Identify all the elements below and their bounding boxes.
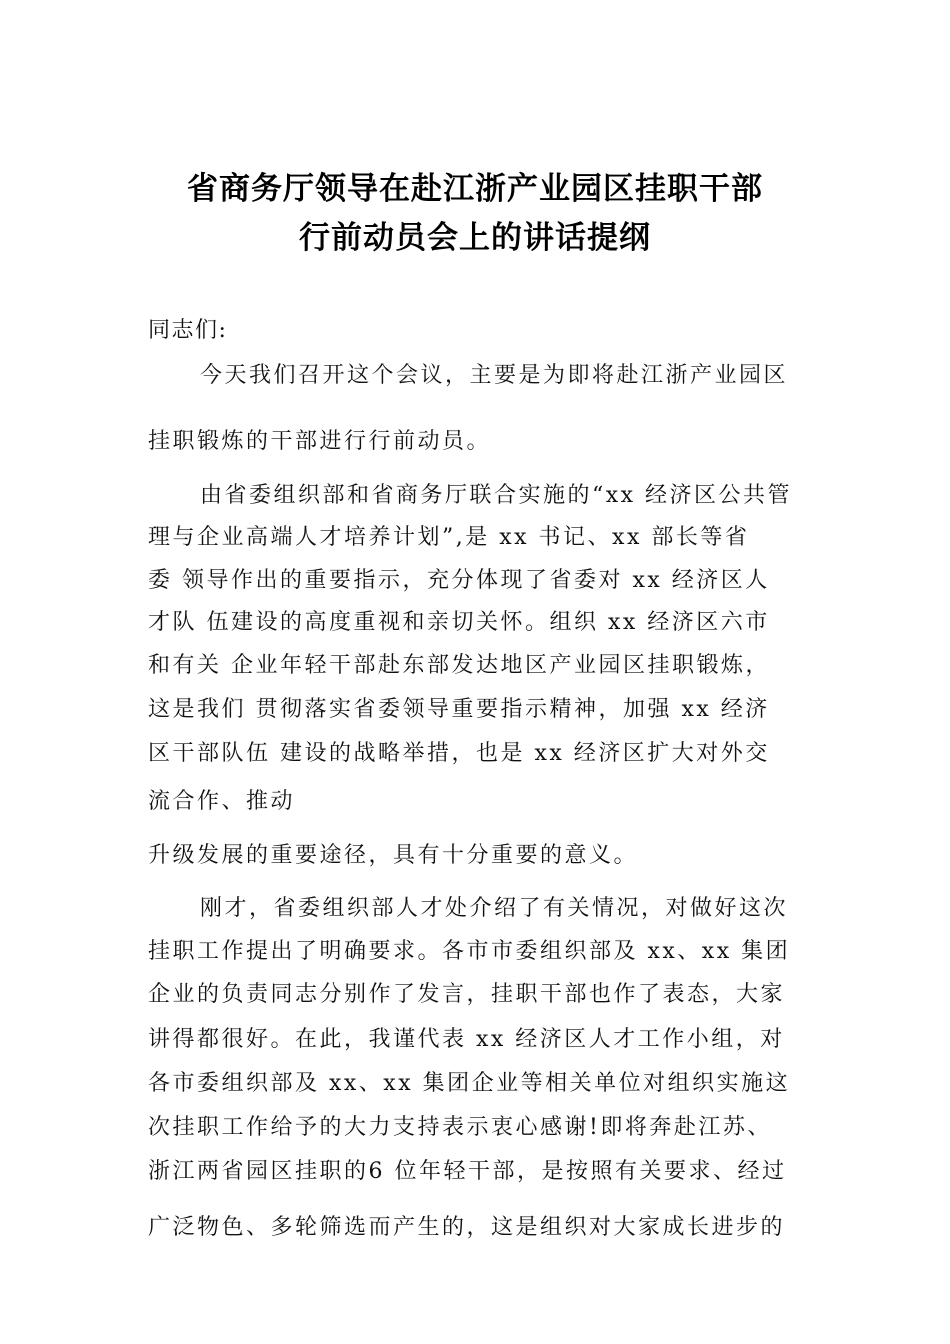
paragraph-line: 挂职锻炼的干部进行行前动员。 <box>148 429 492 454</box>
paragraph-line: 才队 伍建设的高度重视和亲切关怀。组织 xx 经济区六市 <box>148 610 770 635</box>
paragraph-line: 升级发展的重要途径，具有十分重要的意义。 <box>148 843 639 868</box>
paragraph-line: 流合作、推动 <box>148 789 296 814</box>
document-title-line-1: 省商务厅领导在赴江浙产业园区挂职干部 <box>187 171 763 207</box>
paragraph-line: 浙江两省园区挂职的6 位年轻干部，是按照有关要求、经过 <box>148 1159 787 1184</box>
paragraph-line: 广泛物色、多轮筛选而产生的，这是组织对大家成长进步的 <box>148 1215 786 1240</box>
paragraph-line: 这是我们 贯彻落实省委领导重要指示精神，加强 xx 经济 <box>148 697 770 722</box>
paragraph-line: 各市委组织部及 xx、xx 集团企业等相关单位对组织实施这 <box>148 1071 791 1096</box>
document-title-line-2: 行前动员会上的讲话提纲 <box>299 220 651 256</box>
paragraph-line: 讲得都很好。在此，我谨代表 xx 经济区人才工作小组，对 <box>148 1027 785 1052</box>
paragraph-line: 企业的负责同志分别作了发言，挂职干部也作了表态，大家 <box>148 982 786 1007</box>
paragraph-line: 刚才，省委组织部人才处介绍了有关情况，对做好这次 <box>200 896 789 921</box>
paragraph-line: 区干部队伍 建设的战略举措，也是 xx 经济区扩大对外交 <box>148 741 770 766</box>
paragraph-line: 今天我们召开这个会议，主要是为即将赴江浙产业园区 <box>200 363 789 388</box>
salutation: 同志们: <box>148 318 228 343</box>
paragraph-line: 委 领导作出的重要指示，充分体现了省委对 xx 经济区人 <box>148 568 770 593</box>
paragraph-line: 挂职工作提出了明确要求。各市市委组织部及 xx、xx 集团 <box>148 939 791 964</box>
paragraph-line: 和有关 企业年轻干部赴东部发达地区产业园区挂职锻炼， <box>148 653 770 678</box>
paragraph-line: 由省委组织部和省商务厅联合实施的“xx 经济区公共管 <box>200 483 793 508</box>
paragraph-line: 次挂职工作给予的大力支持表示衷心感谢!即将奔赴江苏、 <box>148 1115 772 1140</box>
paragraph-line: 理与企业高端人才培养计划”,是 xx 书记、xx 部长等省 <box>148 525 750 550</box>
